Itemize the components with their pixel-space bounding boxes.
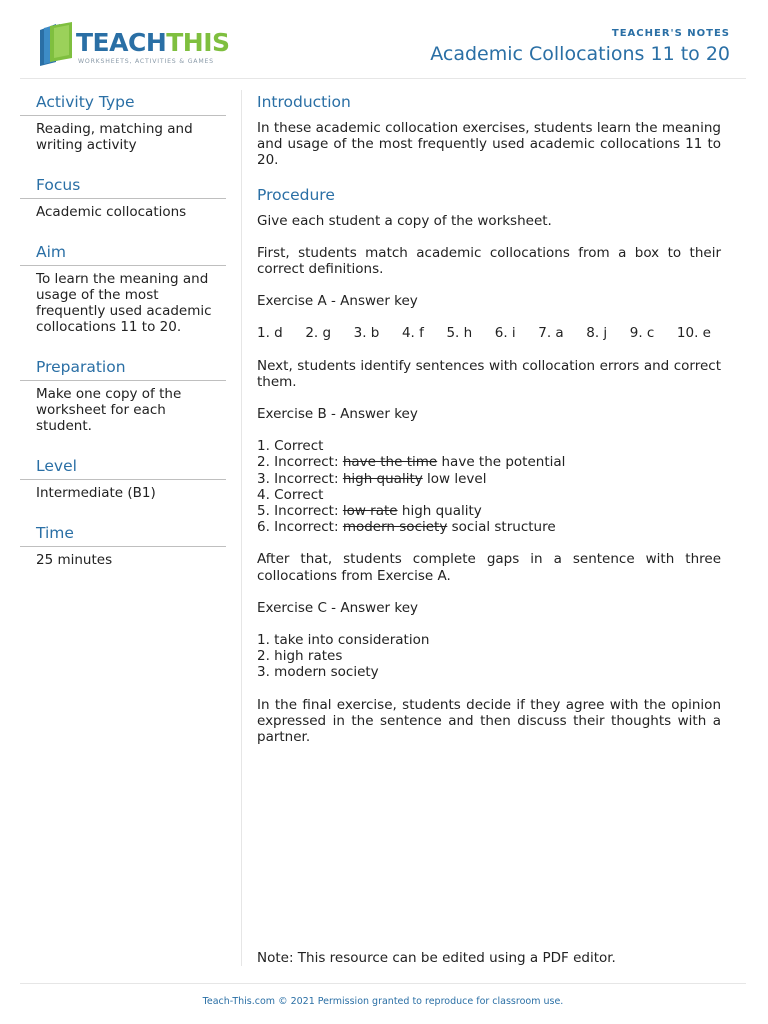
activity-type-heading: Activity Type <box>20 92 226 116</box>
logo-wordmark: TEACHTHIS <box>76 28 230 57</box>
answer-line: 5. Incorrect: low rate high quality <box>257 503 482 520</box>
exercise-a-answers <box>257 325 711 341</box>
procedure-step-1: Give each student a copy of the worksheet. <box>257 212 552 229</box>
time-heading: Time <box>20 523 226 547</box>
exercise-c-label: Exercise C - Answer key <box>257 599 418 616</box>
answer-item: 10. e <box>676 325 711 342</box>
page-header <box>20 0 746 79</box>
answer-line: 3. modern society <box>257 664 379 681</box>
answer-item: 2. g <box>305 325 332 342</box>
struck-collocation: have the time <box>342 454 438 471</box>
exercise-b-answers <box>257 438 721 535</box>
pdf-editor-note: Note: This resource can be edited using a PDF editor. <box>257 950 616 966</box>
aim-section <box>20 242 226 335</box>
teachers-notes-label: TEACHER'S NOTES <box>611 28 730 39</box>
procedure-step-2: First, students match academic collocations from a box to their correct definitions. <box>257 244 721 278</box>
exercise-c-answers <box>257 632 721 681</box>
column-divider <box>241 90 242 966</box>
answer-item: 6. i <box>494 325 516 342</box>
answer-item: 3. b <box>353 325 380 342</box>
introduction-heading: Introduction <box>257 93 351 111</box>
level-heading: Level <box>20 456 226 480</box>
level-text: Intermediate (B1) <box>36 485 156 501</box>
activity-type-section <box>20 92 226 153</box>
activity-type-text: Reading, matching and writing activity <box>36 121 193 153</box>
procedure-step-4: After that, students complete gaps in a sentence with three collocations from Exercise A. <box>257 551 721 584</box>
answer-item: 5. h <box>446 325 473 342</box>
time-text: 25 minutes <box>36 552 113 568</box>
focus-section <box>20 175 226 220</box>
procedure-step-3: Next, students identify sentences with collocation errors and correct them. <box>257 357 721 390</box>
answer-item: 9. c <box>629 325 655 342</box>
answer-line: 2. high rates <box>257 648 343 665</box>
level-section <box>20 456 226 501</box>
preparation-section <box>20 357 226 434</box>
answer-item: 7. a <box>538 325 564 342</box>
answer-line: 1. Correct <box>257 438 324 455</box>
book-icon <box>36 22 76 68</box>
logo-tagline: WORKSHEETS, ACTIVITIES & GAMES <box>78 58 214 65</box>
procedure-step-5: In the final exercise, students decide if they agree with the opinion expressed in the sentence and then discuss their thoughts with a partner. <box>257 696 721 746</box>
main-content <box>257 92 721 761</box>
focus-heading: Focus <box>20 175 226 199</box>
answer-line: 4. Correct <box>257 486 324 503</box>
exercise-a-label: Exercise A - Answer key <box>257 293 418 310</box>
preparation-heading: Preparation <box>20 357 226 381</box>
introduction-text: In these academic collocation exercises, students learn the meaning and usage of the most frequently used academic collocations 11 to 20. <box>257 120 721 169</box>
aim-text: To learn the meaning and usage of the most frequently used academic collocations 11 to 20. <box>36 271 212 335</box>
struck-collocation: modern society <box>342 519 448 536</box>
struck-collocation: high quality <box>342 470 423 487</box>
focus-text: Academic collocations <box>36 204 187 220</box>
answer-line: 2. Incorrect: have the time have the potential <box>257 454 566 471</box>
preparation-text: Make one copy of the worksheet for each student. <box>36 386 182 434</box>
answer-item: 4. f <box>401 325 424 342</box>
exercise-b-label: Exercise B - Answer key <box>257 406 418 423</box>
struck-collocation: low rate <box>342 503 398 520</box>
page-title: Academic Collocations 11 to 20 <box>430 43 730 65</box>
footer-copyright: Teach-This.com © 2021 Permission granted to reproduce for classroom use. <box>20 983 746 1007</box>
answer-line: 3. Incorrect: high quality low level <box>257 470 487 487</box>
procedure-heading: Procedure <box>257 185 335 204</box>
answer-item: 8. j <box>586 325 608 342</box>
teach-this-logo <box>36 22 246 72</box>
time-section <box>20 523 226 568</box>
sidebar <box>20 92 226 590</box>
aim-heading: Aim <box>20 242 226 266</box>
answer-line: 1. take into consideration <box>257 632 430 649</box>
answer-item: 1. d <box>257 325 283 342</box>
answer-line: 6. Incorrect: modern society social structure <box>257 519 556 536</box>
